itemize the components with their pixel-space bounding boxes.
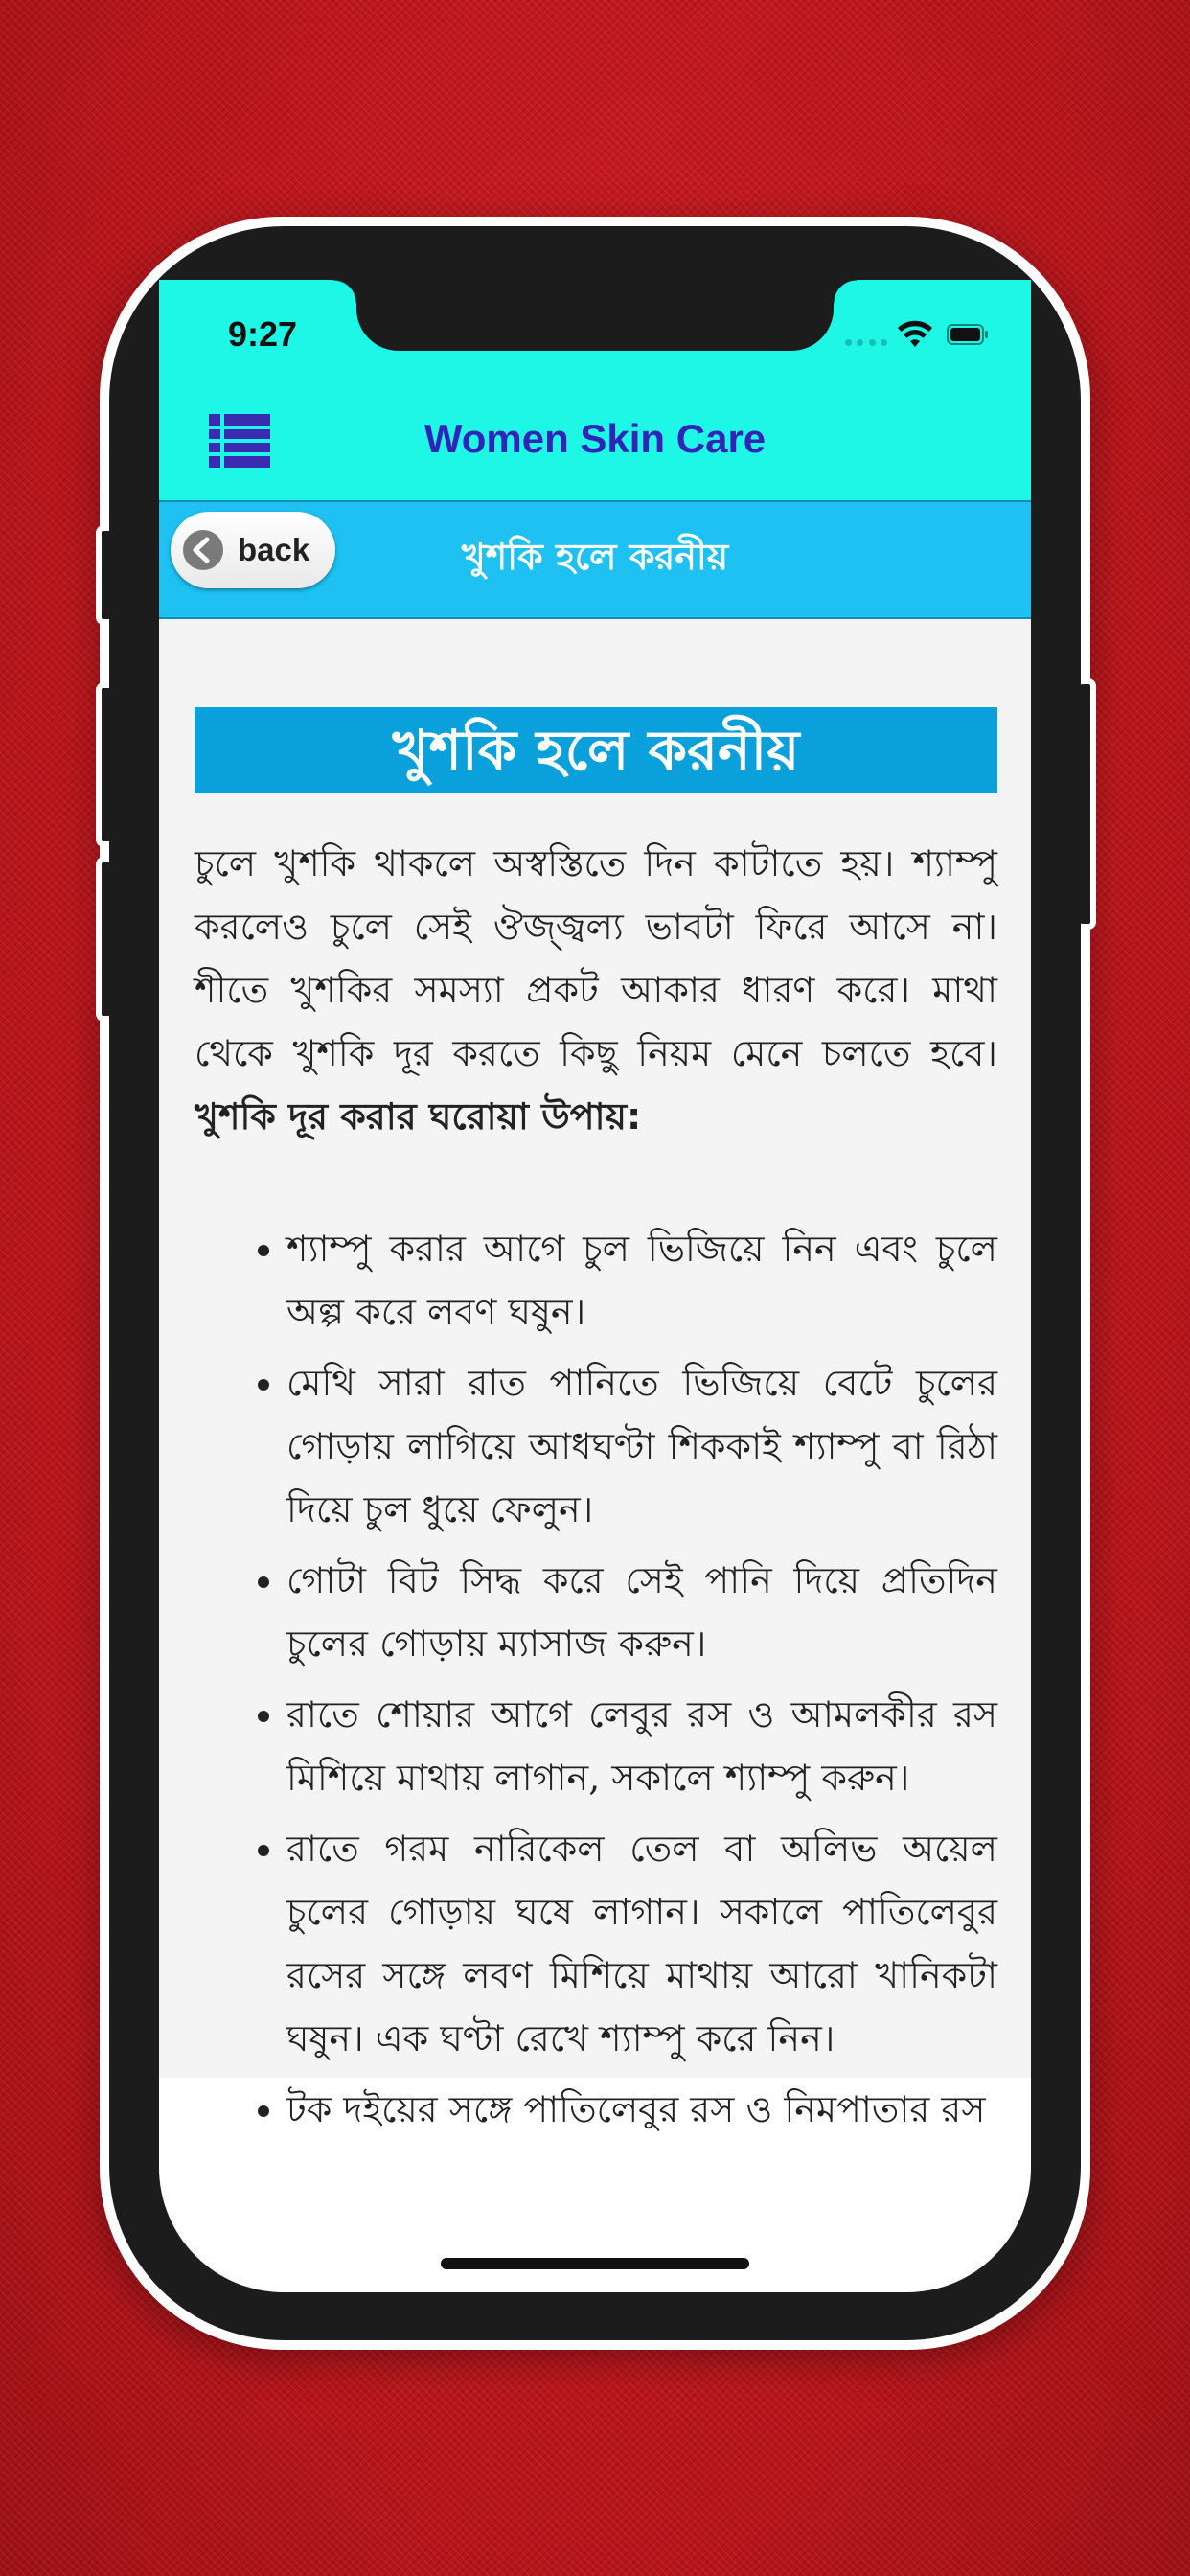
notch [356,276,834,351]
article-body [195,832,997,2149]
home-indicator [441,2258,749,2269]
list-item: • গোটা বিট সিদ্ধ করে সেই পানি দিয়ে প্রতিদিন চুলের গোড়ায় ম্যাসাজ করুন। [286,1549,997,1675]
status-time: 9:27 [228,314,298,354]
app-title: Women Skin Care [423,416,767,461]
app-bar [159,280,1031,500]
cellular-signal-icon [845,339,887,347]
tips-list [195,1217,997,2141]
article-intro-text: চুলে খুশকি থাকলে অস্বস্তিতে দিন কাটাতে হয়। শ্যাম্পু করলেও চুলে সেই ঔজ্জ্বল্য ভাবটা ফিরে আসে না। শীতে খুশকির সমস্যা প্রকট আকার ধারণ করে। মাথা থেকে খুশকি দূর করতে কিছু নিয়ম মেনে চলতে হবে। [195,842,997,1074]
page-title: খুশকি হলে করনীয় [461,536,729,578]
article-content[interactable] [159,619,1031,2130]
battery-icon [947,324,989,345]
wifi-icon [897,318,933,349]
chevron-left-circle-icon [182,529,224,571]
article-intro-bold: খুশকি দূর করার ঘরোয়া উপায়: [195,1095,642,1138]
back-button[interactable] [171,512,335,588]
list-item: • রাতে গরম নারিকেল তেল বা অলিভ অয়েল চুলের গোড়ায় ঘষে লাগান। সকালে পাতিলেবুর রসের সঙ্গে লবণ মিশিয়ে মাথায় আরো খানিকটা ঘষুন। এক ঘণ্টা রেখে শ্যাম্পু করে নিন। [286,1817,997,2070]
page-header [159,500,1031,619]
list-item: • রাতে শোয়ার আগে লেবুর রস ও আমলকীর রস মিশিয়ে মাথায় লাগান, সকালে শ্যাম্পু করুন। [286,1683,997,1809]
list-item: • মেথি সারা রাত পানিতে ভিজিয়ে বেটে চুলের গোড়ায় লাগিয়ে আধঘণ্টা শিককাই শ্যাম্পু বা রিঠা দিয়ে চুল ধুয়ে ফেলুন। [286,1351,997,1541]
back-button-label: back [238,532,310,567]
article-intro [195,832,997,1148]
article-heading: খুশকি হলে করনীয় [195,707,997,794]
list-item: • শ্যাম্পু করার আগে চুল ভিজিয়ে নিন এবং চুলে অল্প করে লবণ ঘষুন। [286,1217,997,1344]
list-item: • টক দইয়ের সঙ্গে পাতিলেবুর রস ও নিমপাতার রস [286,2078,997,2141]
phone-screen [159,280,1031,2292]
